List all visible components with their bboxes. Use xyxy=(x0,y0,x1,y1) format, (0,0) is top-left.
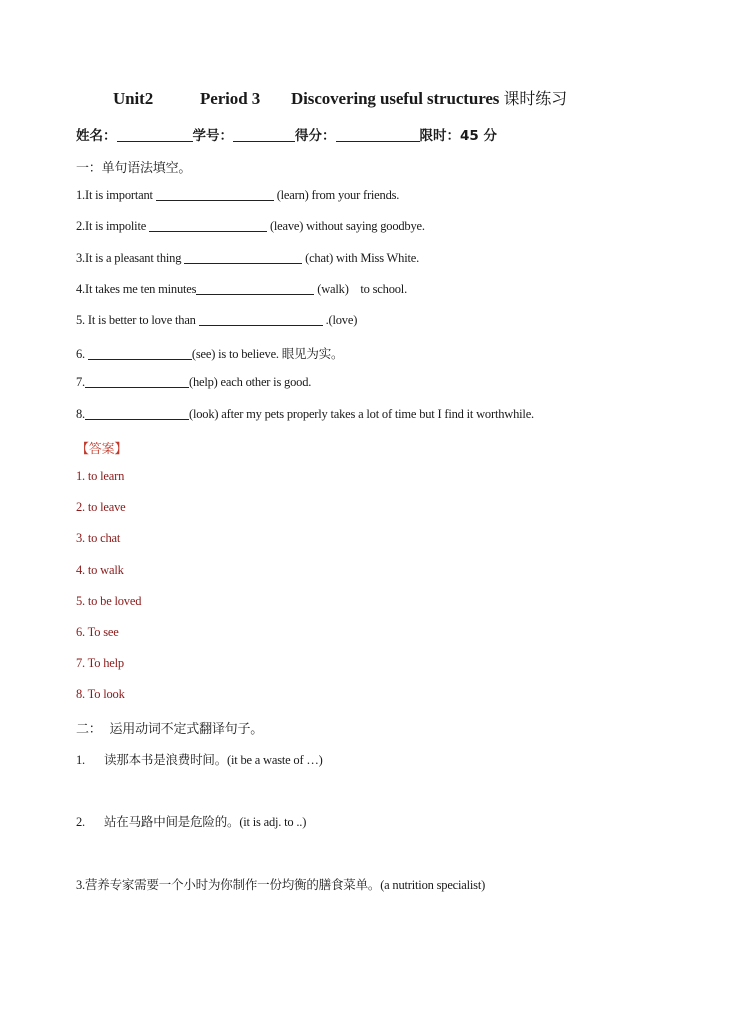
question-prefix: 2.It is impolite xyxy=(76,219,147,233)
answer-1: 1. to learn xyxy=(76,469,125,483)
question-prefix: 4.It takes me ten minutes xyxy=(76,282,197,296)
answer-blank[interactable] xyxy=(156,188,274,201)
name-blank[interactable] xyxy=(117,128,193,142)
translation-number: 2. xyxy=(76,815,85,829)
title-cn: 课时练习 xyxy=(503,89,568,108)
answer-blank[interactable] xyxy=(196,282,314,295)
id-blank[interactable] xyxy=(233,128,295,142)
question-suffix: (walk) to school. xyxy=(317,282,407,296)
title-topic: Discovering useful structures xyxy=(291,89,500,108)
answer-blank[interactable] xyxy=(184,251,302,264)
score-label: 得分： xyxy=(295,128,336,144)
id-label: 学号： xyxy=(192,128,233,144)
answer-4: 4. to walk xyxy=(76,563,124,577)
question-3 xyxy=(76,251,419,266)
section2-heading: 二： 运用动词不定式翻译句子。 xyxy=(76,722,264,737)
question-prefix: 6. xyxy=(76,347,85,361)
question-4 xyxy=(76,282,407,297)
translation-cn: 站在马路中间是危险的。 xyxy=(104,814,240,829)
question-6 xyxy=(76,344,343,362)
question-suffix: (chat) with Miss White. xyxy=(305,251,420,265)
translation-cn: 读那本书是浪费时间。 xyxy=(104,752,228,767)
answer-7: 7. To help xyxy=(76,656,124,670)
question-cn-note: 眼见为实。 xyxy=(281,346,344,361)
question-prefix: 8. xyxy=(76,407,85,421)
answer-blank[interactable] xyxy=(199,313,323,326)
question-prefix: 5. It is better to love than xyxy=(76,313,196,327)
translation-1 xyxy=(76,750,323,768)
student-info-row xyxy=(76,124,497,144)
question-2 xyxy=(76,219,425,234)
translation-hint: (it be a waste of …) xyxy=(227,753,323,767)
question-8 xyxy=(76,407,534,422)
answer-blank[interactable] xyxy=(149,219,267,232)
section1-heading: 一：单句语法填空。 xyxy=(76,161,192,176)
name-label: 姓名： xyxy=(76,128,117,144)
translation-hint: (a nutrition specialist) xyxy=(380,878,486,892)
answer-8: 8. To look xyxy=(76,687,125,701)
question-prefix: 3.It is a pleasant thing xyxy=(76,251,182,265)
title-period: Period 3 xyxy=(200,89,261,108)
question-5 xyxy=(76,313,357,328)
answer-blank[interactable] xyxy=(85,375,189,388)
question-suffix: .(love) xyxy=(325,313,358,327)
answer-blank[interactable] xyxy=(85,407,189,420)
answer-5: 5. to be loved xyxy=(76,594,142,608)
translation-number: 1. xyxy=(76,753,85,767)
question-suffix: (see) is to believe. xyxy=(191,347,279,361)
answer-6: 6. To see xyxy=(76,625,119,639)
answer-blank[interactable] xyxy=(88,347,192,360)
question-suffix: (learn) from your friends. xyxy=(276,188,400,202)
answer-3: 3. to chat xyxy=(76,531,121,545)
question-suffix: (look) after my pets properly takes a lot of time but I find it worthwhile. xyxy=(188,407,534,421)
translation-number: 3. xyxy=(76,878,85,892)
question-prefix: 1.It is important xyxy=(76,188,153,202)
question-suffix: (help) each other is good. xyxy=(188,375,312,389)
page-title xyxy=(113,86,567,109)
question-suffix: (leave) without saying goodbye. xyxy=(269,219,425,233)
translation-3 xyxy=(76,875,485,893)
question-1 xyxy=(76,188,399,203)
question-7 xyxy=(76,375,311,390)
question-prefix: 7. xyxy=(76,375,85,389)
answers-heading: 【答案】 xyxy=(76,442,128,457)
answer-2: 2. to leave xyxy=(76,500,126,514)
translation-2 xyxy=(76,812,306,830)
title-unit: Unit2 xyxy=(113,89,154,108)
translation-cn: 营养专家需要一个小时为你制作一份均衡的膳食菜单。 xyxy=(84,877,381,892)
score-blank[interactable] xyxy=(336,128,420,142)
translation-hint: (it is adj. to ..) xyxy=(239,815,307,829)
time-label: 限时：45 分 xyxy=(419,128,497,144)
